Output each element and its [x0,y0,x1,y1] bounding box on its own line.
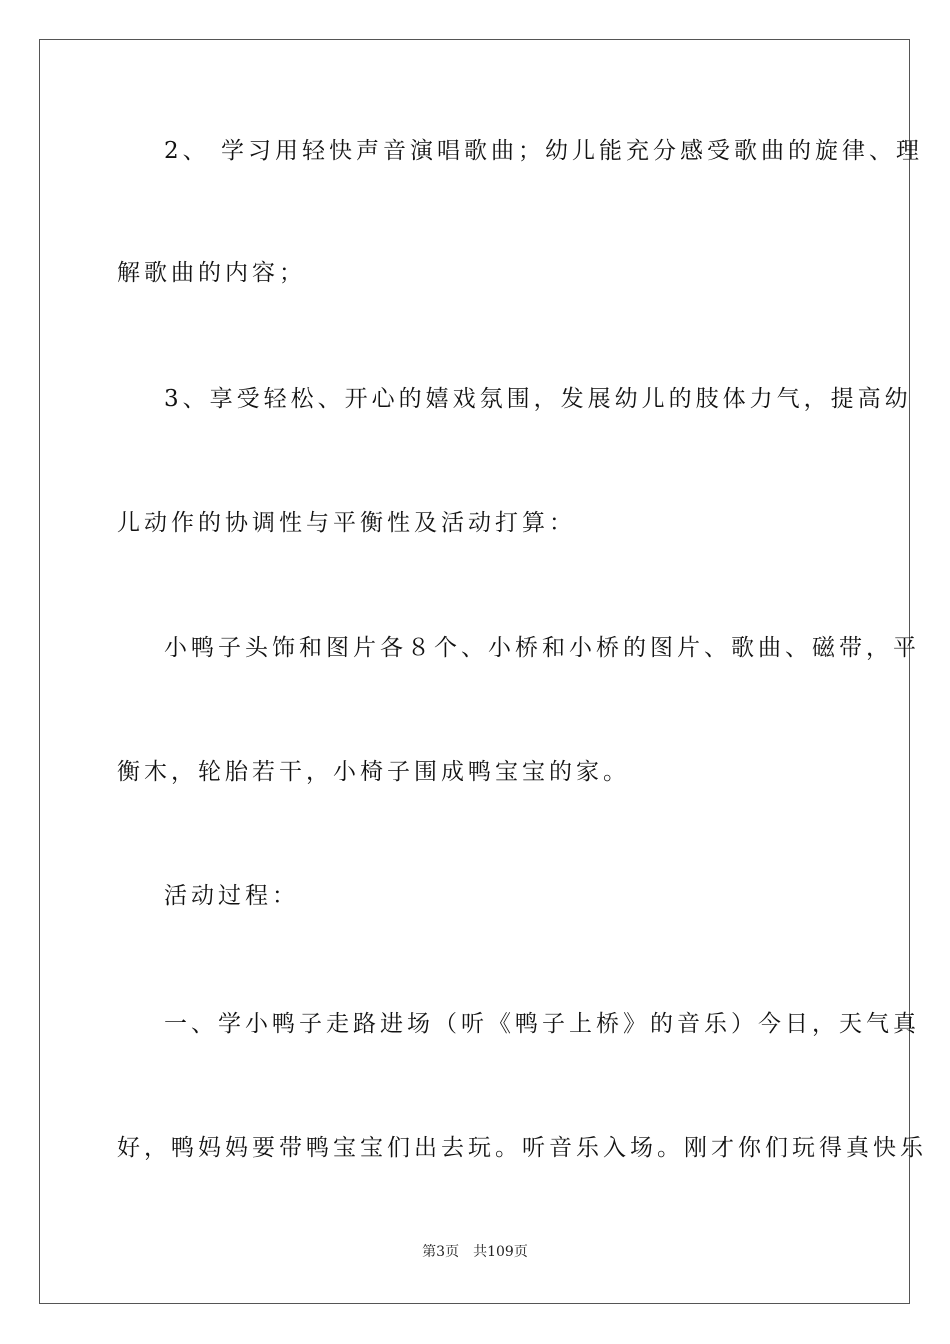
page-border [39,39,927,1304]
paragraph-line-7: 活动过程： [164,883,299,909]
page-total: 共109页 [473,1244,528,1260]
paragraph-line-1: 2、 学习用轻快声音演唱歌曲；幼儿能充分感受歌曲的旋律、理 [164,138,923,164]
paragraph-line-6: 衡木，轮胎若干，小椅子围成鸭宝宝的家。 [117,759,630,785]
paragraph-line-4: 儿动作的协调性与平衡性及活动打算： [117,510,576,536]
paragraph-line-2: 解歌曲的内容； [117,260,306,286]
paragraph-line-3: 3、享受轻松、开心的嬉戏氛围，发展幼儿的肢体力气，提高幼 [164,386,912,412]
paragraph-line-8: 一、学小鸭子走路进场（听《鸭子上桥》的音乐）今日，天气真 [164,1011,920,1037]
paragraph-line-9: 好，鸭妈妈要带鸭宝宝们出去玩。听音乐入场。刚才你们玩得真快乐 [117,1135,927,1161]
page-number: 第3页 [422,1244,460,1260]
paragraph-line-5: 小鸭子头饰和图片各８个、小桥和小桥的图片、歌曲、磁带，平 [164,635,920,661]
page-footer [0,1242,950,1262]
